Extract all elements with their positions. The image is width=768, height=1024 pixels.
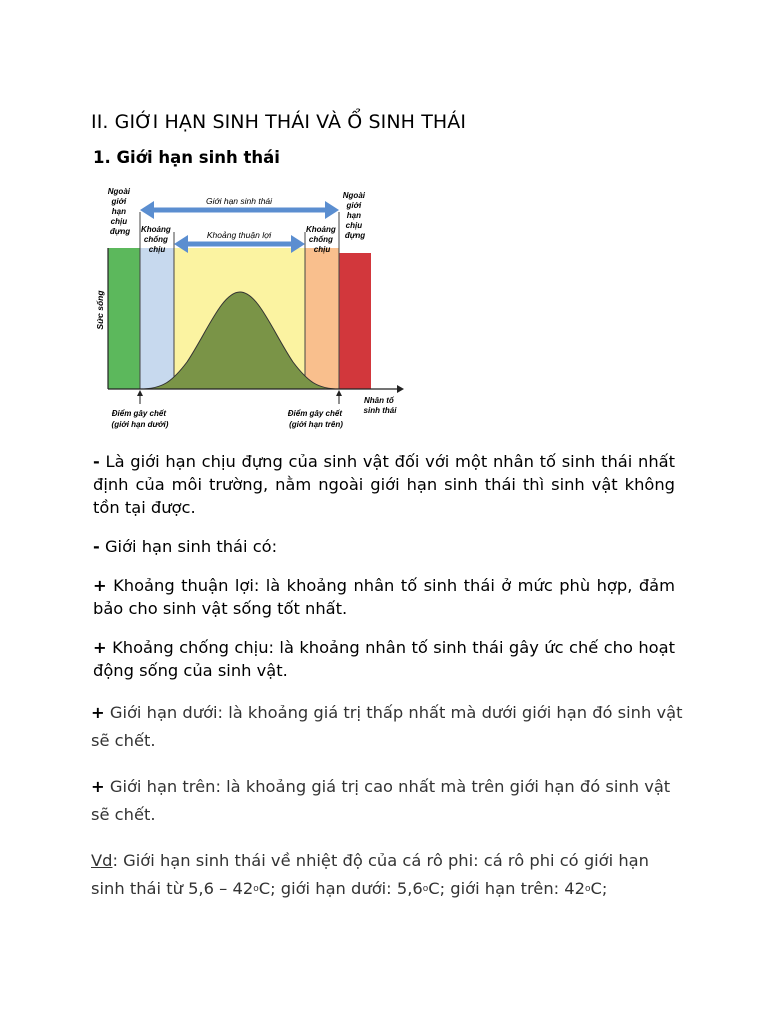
- example-text-a: : Giới hạn sinh thái về nhiệt độ của cá rô phi: cá rô phi có giới hạn sinh thái từ 5,6 – 42: [91, 851, 649, 898]
- upper-limit-text: Giới hạn trên: là khoảng giá trị cao nhất mà trên giới hạn đó sinh vật sẽ chết.: [91, 777, 671, 824]
- bullet: +: [91, 703, 105, 722]
- x-axis-label: Nhân tố sinh thái: [363, 396, 397, 415]
- bullet: -: [93, 452, 100, 471]
- ecological-limit-diagram: [92, 182, 412, 440]
- tolerance-right-label: Khoảng chống chịu: [305, 225, 336, 254]
- example-abbr: Vd: [91, 851, 113, 870]
- lower-limit-text: Giới hạn dưới: là khoảng giá trị thấp nhất mà dưới giới hạn đó sinh vật sẽ chết.: [91, 703, 683, 750]
- diagram-svg: [92, 182, 412, 440]
- zone-tolerance-right: [305, 248, 339, 389]
- outer-left-label: Ngoài giới hạn chịu đựng: [107, 187, 131, 236]
- limit-label: Giới hạn sinh thái: [205, 196, 273, 206]
- y-axis-label: Sức sống: [95, 290, 105, 330]
- components-intro-text: Giới hạn sinh thái có:: [99, 537, 278, 556]
- bullet: +: [91, 777, 105, 796]
- zone-outer-right: [339, 253, 371, 389]
- definition-paragraph: [93, 450, 675, 519]
- death-left-label: Điểm gây chết (giới hạn dưới): [111, 409, 169, 429]
- upper-limit-paragraph: [91, 773, 691, 829]
- example-paragraph: [91, 847, 681, 903]
- section-heading: II. GIỚI HẠN SINH THÁI VÀ Ổ SINH THÁI: [91, 111, 467, 133]
- bullet: +: [93, 576, 107, 595]
- zone-outer-left: [108, 248, 140, 389]
- tolerance-range-text: Khoảng chống chịu: là khoảng nhân tố sinh thái gây ức chế cho hoạt động sống của sinh vật.: [93, 638, 675, 680]
- zone-tolerance-left: [140, 248, 174, 389]
- example-unit-3: C;: [590, 879, 608, 898]
- death-right-label: Điểm gây chết (giới hạn trên): [287, 409, 343, 429]
- x-axis-arrowhead: [397, 385, 404, 393]
- degree-mark: o: [422, 884, 429, 894]
- tolerance-range-paragraph: [93, 636, 675, 682]
- lower-limit-paragraph: [91, 699, 691, 755]
- optimal-range-text: Khoảng thuận lợi: là khoảng nhân tố sinh thái ở mức phù hợp, đảm bảo cho sinh vật sống tốt nhất.: [93, 576, 675, 618]
- example-unit-1: C; giới hạn dưới: 5,6: [258, 879, 423, 898]
- components-intro: [93, 535, 675, 558]
- tolerance-left-label: Khoảng chống chịu: [140, 225, 171, 254]
- subsection-heading: 1. Giới hạn sinh thái: [93, 148, 280, 167]
- degree-mark: o: [585, 884, 591, 894]
- example-unit-2: C; giới hạn trên: 42: [428, 879, 586, 898]
- optimal-range-paragraph: [93, 574, 675, 620]
- degree-mark: o: [253, 884, 259, 894]
- bullet: +: [93, 638, 107, 657]
- bullet: -: [93, 537, 100, 556]
- death-arrowhead-left: [137, 390, 143, 396]
- definition-text: Là giới hạn chịu đựng của sinh vật đối với một nhân tố sinh thái nhất định của môi trường, nằm ngoài giới hạn sinh thái thì sinh vật không tồn tại được.: [93, 452, 675, 517]
- death-arrowhead-right: [336, 390, 342, 396]
- outer-right-label: Ngoài giới hạn chịu đựng: [342, 191, 366, 240]
- optimal-label: Khoảng thuận lợi: [206, 230, 272, 240]
